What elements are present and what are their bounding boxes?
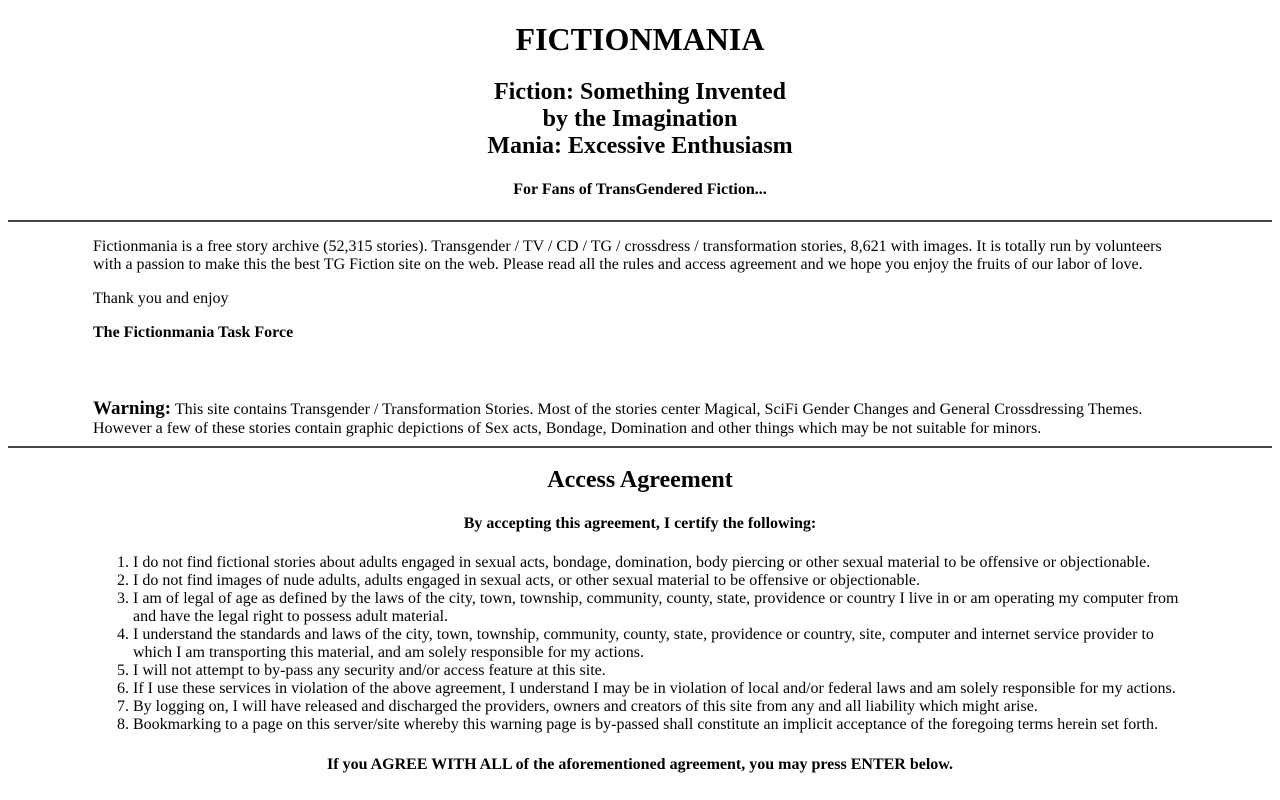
agreement-item: 1. I do not find fictional stories about adults engaged in sexual acts, bondage, domination, body piercing or other sexual material to be offensive or objectionable. <box>133 554 1187 572</box>
agreement-list <box>93 554 1187 734</box>
agreement-item: 2. I do not find images of nude adults, adults engaged in sexual acts, or other sexual material to be offensive or objectionable. <box>133 572 1187 590</box>
signature-text: The Fictionmania Task Force <box>93 324 294 341</box>
warning-paragraph <box>93 398 1187 438</box>
site-subtitle-line: Mania: Excessive Enthusiasm <box>487 133 793 159</box>
agreement-section <box>8 467 1272 774</box>
site-subtitle-line: Fiction: Something Invented <box>493 79 786 105</box>
site-subtitle <box>8 79 1272 160</box>
agreement-item: 4. I understand the standards and laws of the city, town, township, community, county, state, providence or country, site, computer and internet service provider to which I am transporting this material, and am solely responsible for my actions. <box>133 626 1187 662</box>
agreement-intro: By accepting this agreement, I certify the following: <box>463 515 817 532</box>
intro-section <box>93 238 1187 438</box>
intro-paragraph: Fictionmania is a free story archive (52,315 stories). Transgender / TV / CD / TG / crossdress / transformation stories, 8,621 with images. It is totally run by volunteers with a passion to make this the best TG Fiction site on the web. Please read all the rules and access agreement and we hope you enjoy the fruits of our labor of love. <box>93 238 1162 273</box>
divider-middle <box>8 446 1272 448</box>
site-subtitle-line: by the Imagination <box>542 106 738 132</box>
thanks-text: Thank you and enjoy <box>93 290 229 307</box>
agreement-item: 7. By logging on, I will have released and discharged the providers, owners and creators of this site from any and all liability which might arise. <box>133 698 1187 716</box>
agreement-heading: Access Agreement <box>547 467 733 493</box>
agreement-item: 8. Bookmarking to a page on this server/site whereby this warning page is by-passed shall constitute an implicit acceptance of the foregoing terms herein set forth. <box>133 716 1187 734</box>
site-tagline: For Fans of TransGendered Fiction... <box>513 181 767 198</box>
agreement-item: 3. I am of legal of age as defined by the laws of the city, town, township, community, county, state, providence or country I live in or am operating my computer from and have the legal right to possess adult material. <box>133 590 1187 626</box>
agreement-list-wrapper <box>93 554 1187 734</box>
warning-label: Warning: <box>93 398 172 419</box>
page-title: FICTIONMANIA <box>515 21 765 57</box>
page-header <box>8 21 1272 199</box>
divider-top <box>8 220 1272 222</box>
agreement-footer: If you AGREE WITH ALL of the aforementioned agreement, you may press ENTER below. <box>327 756 953 773</box>
agreement-item: 6. If I use these services in violation of the above agreement, I understand I may be in violation of local and/or federal laws and am solely responsible for my actions. <box>133 680 1187 698</box>
warning-text: This site contains Transgender / Transformation Stories. Most of the stories center Magical, SciFi Gender Changes and General Crossdressing Themes. However a few of these stories contain graphic depictions of Sex acts, Bondage, Domination and other things which may be not suitable for minors. <box>93 401 1143 437</box>
agreement-item: 5. I will not attempt to by-pass any security and/or access feature at this site. <box>133 662 1187 680</box>
